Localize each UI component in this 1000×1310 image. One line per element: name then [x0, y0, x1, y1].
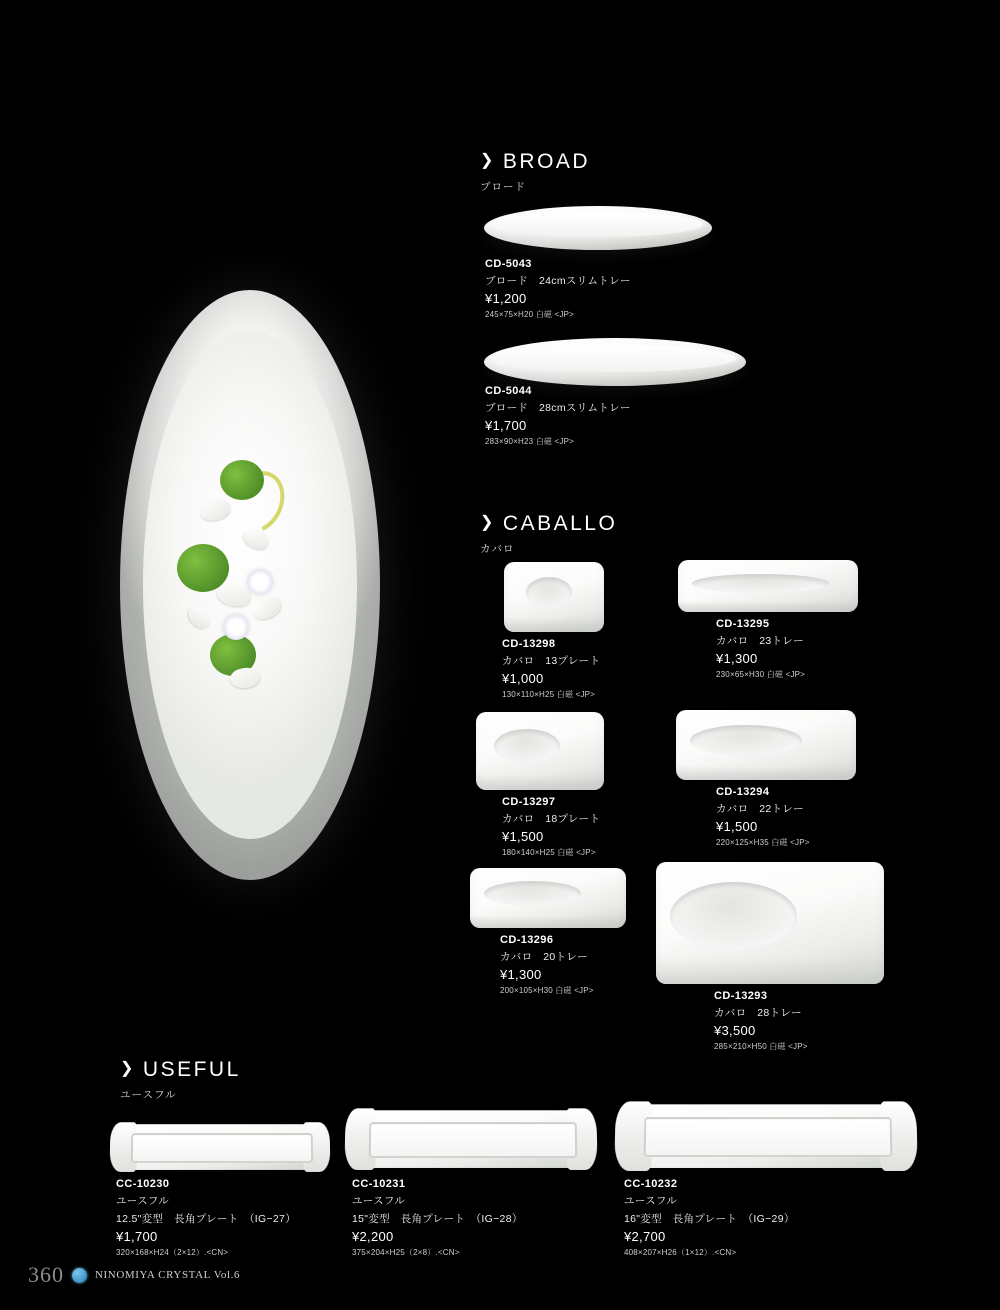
product-image-cc-10230 [116, 1124, 325, 1170]
product-code: CD-13295 [716, 618, 770, 630]
product-code: CD-13294 [716, 786, 770, 798]
tray-inner [493, 212, 703, 237]
product-spec: 283×90×H23 白磁 <JP> [485, 437, 574, 446]
product-spec: 408×207×H26（1×12）.<CN> [624, 1248, 737, 1257]
product-code: CD-13293 [714, 990, 768, 1002]
product-price: ¥1,000 [502, 671, 544, 686]
product-image-cd-13297 [476, 712, 604, 790]
violet-flower [247, 569, 273, 595]
catalog-name: NINOMIYA CRYSTAL Vol.6 [95, 1269, 241, 1281]
product-name: カバロ 18プレート [502, 813, 601, 825]
plate-lip [476, 773, 604, 790]
product-price: ¥1,500 [716, 819, 758, 834]
page-footer [28, 1262, 240, 1288]
section-title-en-useful [120, 1058, 241, 1082]
plate-well [494, 729, 561, 763]
plate-lip [504, 617, 604, 632]
white-petal [215, 582, 252, 609]
white-petal [250, 593, 284, 623]
section-title-jp-useful: ユースフル [120, 1089, 177, 1101]
chevron-right-icon: ❯ [480, 152, 496, 169]
product-name: カバロ 22トレー [716, 803, 804, 815]
product-name-detail: 16"変型 長角プレート （IG−29） [624, 1213, 795, 1225]
violet-flower [223, 614, 249, 640]
product-image-cd-5044 [484, 338, 746, 386]
product-info-cd-13297 [502, 796, 712, 858]
product-name-detail: 12.5"変型 長角プレート （IG−27） [116, 1213, 296, 1225]
product-code: CC-10230 [116, 1178, 170, 1190]
plate-well [670, 882, 798, 950]
product-code: CC-10232 [624, 1178, 678, 1190]
product-name: ブロード 24cmスリムトレー [485, 275, 631, 287]
product-code: CD-13298 [502, 638, 556, 650]
product-info-cd-13298 [502, 638, 712, 700]
product-image-cd-13294 [676, 710, 856, 780]
product-spec: 245×75×H20 白磁 <JP> [485, 310, 574, 319]
product-name: カバロ 28トレー [714, 1007, 802, 1019]
product-code: CD-5043 [485, 258, 532, 270]
plate-lip [678, 601, 858, 612]
product-info-cc-10230 [116, 1178, 356, 1258]
product-price: ¥1,700 [116, 1229, 158, 1244]
product-image-cd-5043 [484, 206, 712, 250]
product-image-cd-13293 [656, 862, 884, 984]
tray-inner [494, 345, 735, 372]
product-name-detail: 15"変型 長角プレート （IG−28） [352, 1213, 523, 1225]
product-image-cc-10232 [623, 1104, 908, 1168]
plate-rim [643, 1117, 892, 1157]
product-name: ユースフル [624, 1195, 678, 1207]
plate-well [484, 881, 581, 906]
product-info-cc-10231 [352, 1178, 602, 1258]
product-spec: 220×125×H35 白磁 <JP> [716, 838, 810, 847]
plate-rim [130, 1133, 313, 1163]
section-header-caballo [480, 512, 617, 556]
product-price: ¥1,200 [485, 291, 527, 306]
chevron-right-icon: ❯ [480, 514, 496, 531]
plate-lip [676, 765, 856, 780]
product-image-cd-13298 [504, 562, 604, 632]
white-petal [184, 603, 213, 631]
product-spec: 130×110×H25 白磁 <JP> [502, 690, 596, 699]
product-spec: 230×65×H30 白磁 <JP> [716, 670, 805, 679]
section-header-broad [480, 150, 590, 194]
globe-icon [72, 1268, 87, 1283]
product-name: ブロード 28cmスリムトレー [485, 402, 631, 414]
nasturtium-leaf-icon [220, 460, 264, 500]
section-title-text: BROAD [502, 150, 591, 173]
product-price: ¥1,300 [716, 651, 758, 666]
product-info-cd-13293 [714, 990, 944, 1052]
product-name: カバロ 23トレー [716, 635, 804, 647]
section-title-jp-caballo: カバロ [480, 543, 515, 555]
product-code: CC-10231 [352, 1178, 406, 1190]
product-code: CD-5044 [485, 385, 532, 397]
plate-well [692, 574, 829, 594]
section-title-text: USEFUL [142, 1058, 241, 1081]
section-title-en-broad [480, 150, 590, 174]
product-spec: 375×204×H25（2×8）.<CN> [352, 1248, 460, 1257]
product-image-cd-13295 [678, 560, 858, 612]
product-name: ユースフル [352, 1195, 406, 1207]
product-info-cc-10232 [624, 1178, 884, 1258]
plate-rim [368, 1122, 577, 1158]
product-price: ¥1,500 [502, 829, 544, 844]
product-spec: 285×210×H50 白磁 <JP> [714, 1042, 808, 1051]
section-header-useful [120, 1058, 241, 1102]
plate-well [690, 725, 802, 756]
product-price: ¥2,700 [624, 1229, 666, 1244]
plated-food-garnish [167, 455, 333, 703]
product-image-cd-13296 [470, 868, 626, 928]
plate-lip [470, 915, 626, 928]
white-petal [198, 496, 233, 524]
product-name: カバロ 13プレート [502, 655, 601, 667]
product-info-cd-5043 [485, 258, 725, 320]
section-title-jp-broad: ブロード [480, 181, 526, 193]
product-info-cd-5044 [485, 385, 735, 447]
plate-well [526, 577, 572, 608]
section-title-text: CABALLO [502, 512, 618, 535]
product-image-cc-10231 [351, 1110, 590, 1168]
product-spec: 200×105×H30 白磁 <JP> [500, 986, 594, 995]
product-name: ユースフル [116, 1195, 170, 1207]
product-price: ¥1,700 [485, 418, 527, 433]
product-code: CD-13296 [500, 934, 554, 946]
product-price: ¥2,200 [352, 1229, 394, 1244]
product-spec: 320×168×H24（2×12）.<CN> [116, 1248, 229, 1257]
product-price: ¥1,300 [500, 967, 542, 982]
section-title-en-caballo [480, 512, 617, 536]
product-info-cd-13294 [716, 786, 936, 848]
page-number: 360 [28, 1262, 64, 1287]
product-price: ¥3,500 [714, 1023, 756, 1038]
product-spec: 180×140×H25 白磁 <JP> [502, 848, 596, 857]
product-info-cd-13295 [716, 618, 936, 680]
hero-product-photo [120, 290, 380, 880]
product-name: カバロ 20トレー [500, 951, 588, 963]
product-code: CD-13297 [502, 796, 556, 808]
chevron-right-icon: ❯ [120, 1060, 136, 1077]
plate-lip [656, 957, 884, 984]
